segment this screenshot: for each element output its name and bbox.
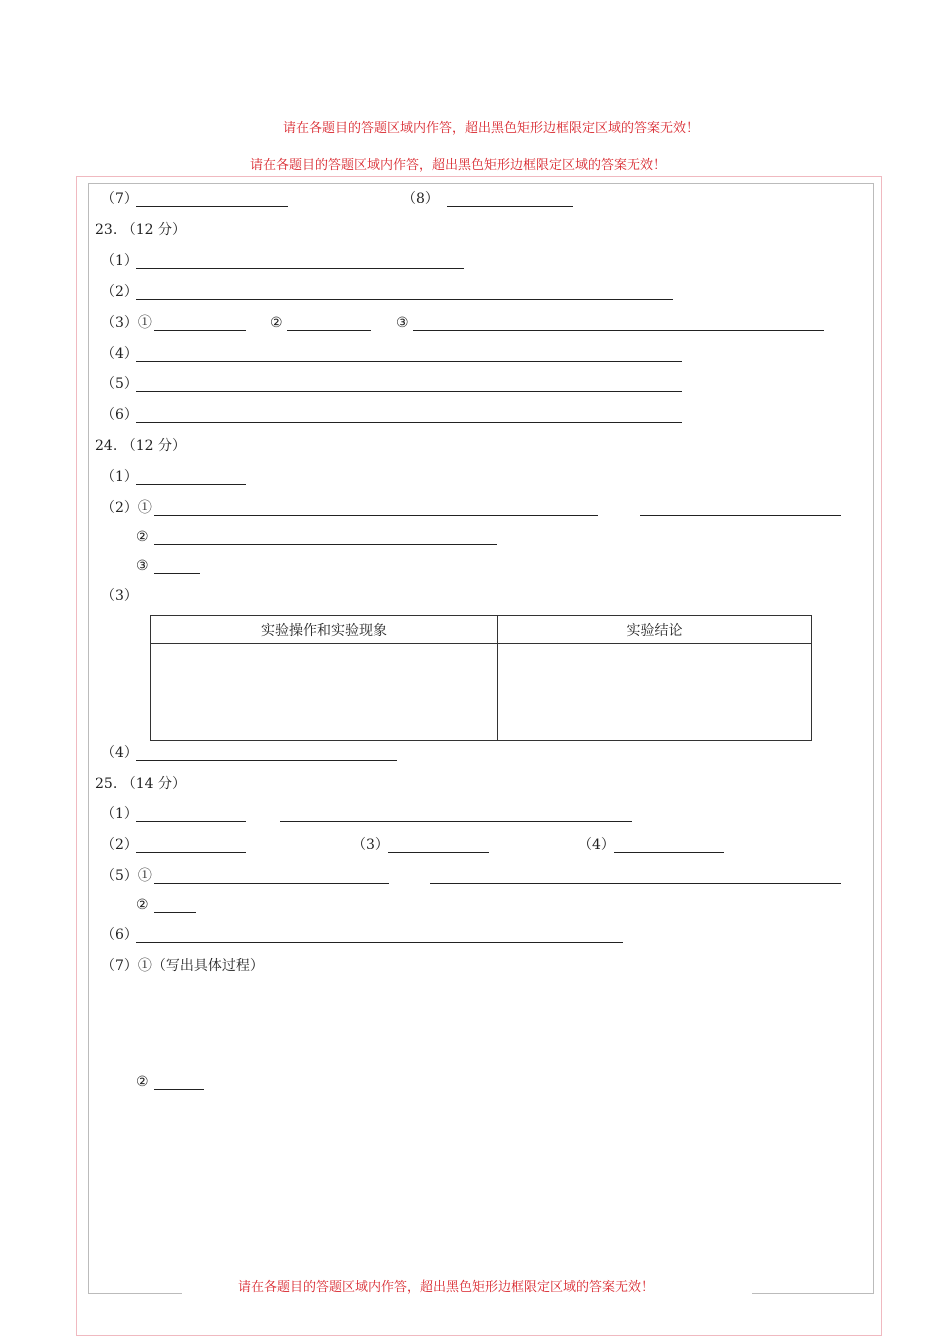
q24-part2-sub3-label: ③ [136,558,149,574]
table-header-operation: 实验操作和实验现象 [151,616,498,644]
q24-part1-label: （1） [101,469,138,485]
q25-part5-blank-1a[interactable] [154,883,389,884]
q24-part2-sub2-label: ② [136,529,149,545]
q23-part2-label: （2） [101,284,138,300]
q24-part1-blank[interactable] [136,484,246,485]
q25-part6-blank[interactable] [136,942,623,943]
q23-part2-blank[interactable] [136,299,673,300]
q25-part7-label: （7）①（写出具体过程） [101,958,264,974]
q25-part4-blank[interactable] [614,852,724,853]
q23-part3-blank-1[interactable] [154,330,246,331]
q24-part2-blank-1a[interactable] [154,515,598,516]
q25-part2-label: （2） [101,837,138,853]
q25-part5-blank-2[interactable] [154,912,196,913]
q23-part3-blank-3[interactable] [413,330,824,331]
q22-part8-label: （8） [402,191,439,207]
q23-part3-sub3-label: ③ [396,315,409,331]
q25-part7-sub2-label: ② [136,1074,149,1090]
q23-part4-blank[interactable] [136,361,682,362]
table-cell-operation[interactable] [151,644,498,741]
bottom-border-right [752,1293,874,1294]
q25-part1-label: （1） [101,806,138,822]
q22-part8-blank[interactable] [447,206,573,207]
q23-part6-label: （6） [101,407,138,423]
bottom-border-left [88,1293,182,1294]
q25-part2-blank[interactable] [136,852,246,853]
q25-part7-blank-2[interactable] [154,1089,204,1090]
q25-part4-label: （4） [578,837,615,853]
q24-part3-label: （3） [101,588,138,604]
q23-part3-blank-2[interactable] [287,330,371,331]
q23-part3-sub2-label: ② [270,315,283,331]
q23-heading: 23. （12 分） [95,222,186,238]
q24-part2-blank-3[interactable] [154,573,200,574]
warning-top-1: 请在各题目的答题区域内作答，超出黑色矩形边框限定区域的答案无效！ [283,121,700,136]
q24-part2-blank-2[interactable] [154,544,497,545]
q24-part4-blank[interactable] [136,760,397,761]
q25-part6-label: （6） [101,927,138,943]
q24-heading: 24. （12 分） [95,438,186,454]
q25-part1-blank-a[interactable] [136,821,246,822]
q23-part4-label: （4） [101,346,138,362]
q25-part7-working-area[interactable] [136,980,836,1070]
q22-part7-blank[interactable] [136,206,288,207]
warning-top-2: 请在各题目的答题区域内作答，超出黑色矩形边框限定区域的答案无效！ [250,158,667,173]
q25-part3-label: （3） [352,837,389,853]
q23-part1-label: （1） [101,253,138,269]
q23-part6-blank[interactable] [136,422,682,423]
q22-part7-label: （7） [101,191,138,207]
q23-part5-label: （5） [101,376,138,392]
q23-part1-blank[interactable] [136,268,464,269]
q24-part4-label: （4） [101,745,138,761]
q25-part5-sub2-label: ② [136,897,149,913]
table-cell-conclusion[interactable] [498,644,812,741]
q25-part5-blank-1b[interactable] [430,883,841,884]
q25-part5-label: （5）① [101,868,152,884]
q24-part2-blank-1b[interactable] [640,515,841,516]
q25-part1-blank-b[interactable] [280,821,632,822]
experiment-table [150,615,812,741]
table-header-conclusion: 实验结论 [498,616,812,644]
warning-bottom: 请在各题目的答题区域内作答，超出黑色矩形边框限定区域的答案无效！ [238,1280,655,1295]
q25-part3-blank[interactable] [388,852,489,853]
q23-part5-blank[interactable] [136,391,682,392]
q23-part3-label: （3）① [101,315,152,331]
q24-part2-label: （2）① [101,500,152,516]
q25-heading: 25. （14 分） [95,776,186,792]
